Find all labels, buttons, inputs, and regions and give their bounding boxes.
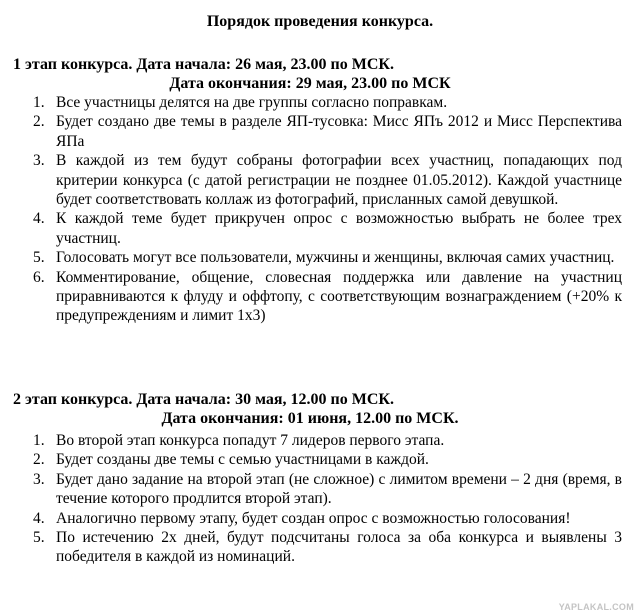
list-item	[0, 509, 622, 528]
item-text: По истечению 2х дней, будут подсчитаны голоса за оба конкурса и выявлены 3 победителя в каждой из номинаций.	[56, 529, 622, 566]
item-number: 2.	[33, 113, 45, 131]
stage1-end-date: Дата окончания: 29 мая, 23.00 по МСК	[169, 75, 451, 92]
list-item	[0, 450, 622, 469]
item-text: Голосовать могут все пользователи, мужчины и женщины, включая самих участниц.	[56, 249, 615, 267]
item-text: В каждой из тем будут собраны фотографии всех участниц, попадающих под критерии конкурса (с датой регистрации не позднее 01.05.2012). Каждой участнице будет соответствовать коллаж из фотографий, присланных самой девушкой.	[56, 152, 622, 209]
item-text: Будет созданы две темы с семью участницами в каждой.	[56, 451, 429, 469]
stage2-end-date: Дата окончания: 01 июня, 12.00 по МСК.	[161, 410, 459, 427]
stage2-start-date: 2 этап конкурса. Дата начала: 30 мая, 12.00 по МСК.	[13, 391, 395, 408]
list-item	[0, 248, 622, 267]
item-text: Будет создано две темы в разделе ЯП-тусовка: Мисс ЯПъ 2012 и Мисс Перспектива ЯПа	[56, 113, 622, 150]
item-number: 5.	[33, 249, 45, 267]
item-number: 3.	[33, 470, 45, 488]
document-title: Порядок проведения конкурса.	[206, 13, 434, 30]
list-item	[0, 268, 622, 326]
list-item	[0, 528, 622, 567]
item-text: К каждой теме будет прикручен опрос с возможностью выбрать не более трех участниц.	[56, 210, 622, 247]
list-item	[0, 209, 622, 248]
item-number: 1.	[33, 432, 45, 449]
list-item	[0, 431, 622, 450]
stage1-heading	[10, 55, 630, 93]
list-item	[0, 470, 622, 509]
stage2-heading	[10, 390, 630, 428]
stage1-rules-list	[0, 93, 622, 326]
list-item	[0, 151, 622, 209]
item-number: 2.	[33, 451, 45, 469]
item-number: 1.	[33, 94, 45, 111]
item-text: Будет дано задание на второй этап (не сложное) с лимитом времени – 2 дня (время, в течение которого продлится второй этап).	[56, 470, 622, 508]
item-text: Комментирование, общение, словесная поддержка или давление на участниц приравниваются к флуду и оффтопу, с соответствующим вознаграждением (+20% к предупреждениям и лимит 1х3)	[56, 268, 622, 325]
stage1-start-date: 1 этап конкурса. Дата начала: 26 мая, 23.00 по МСК.	[13, 56, 395, 73]
site-watermark: YAPLAKAL.COM	[558, 602, 634, 612]
list-item	[0, 112, 622, 151]
item-number: 3.	[33, 152, 45, 170]
list-item	[0, 93, 622, 112]
item-text: Аналогично первому этапу, будет создан опрос с возможностью голосования!	[56, 509, 571, 527]
item-number: 4.	[33, 210, 45, 228]
item-number: 5.	[33, 529, 45, 547]
item-number: 4.	[33, 509, 45, 527]
stage2-rules-list	[0, 431, 622, 567]
item-text: Все участницы делятся на две группы согласно поправкам.	[56, 94, 448, 111]
item-number: 6.	[33, 268, 45, 286]
item-text: Во второй этап конкурса попадут 7 лидеров первого этапа.	[56, 432, 445, 449]
